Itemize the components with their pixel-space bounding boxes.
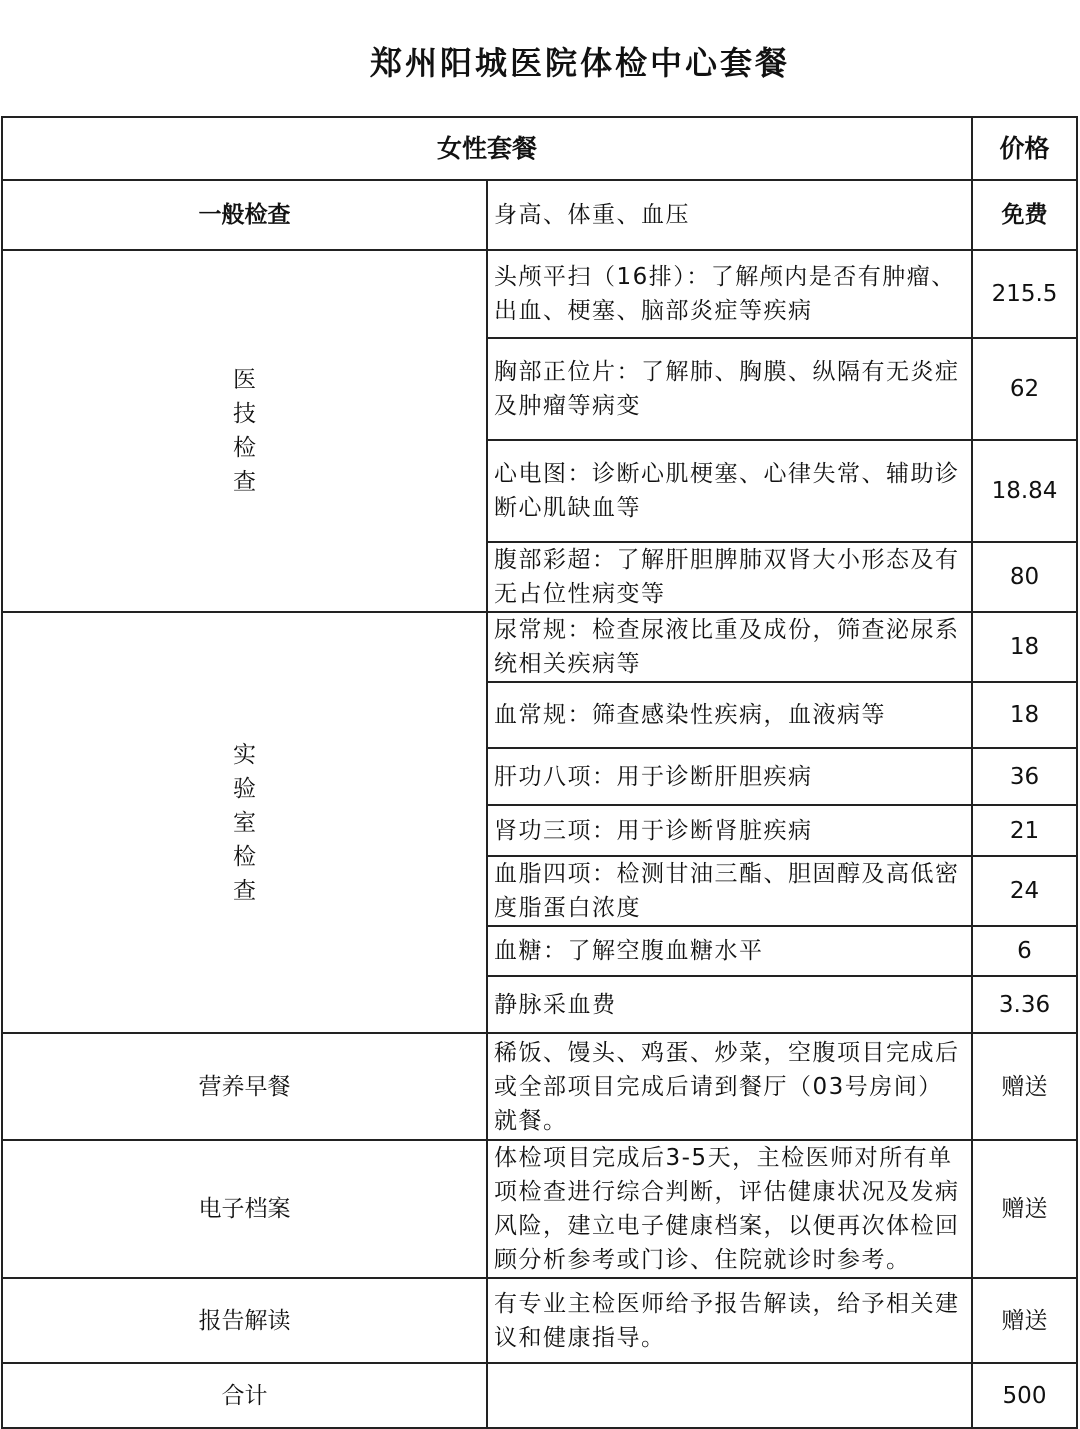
item-desc: 有专业主检医师给予报告解读，给予相关建议和健康指导。 <box>487 1278 972 1363</box>
item-desc: 身高、体重、血压 <box>487 180 972 250</box>
item-price: 18 <box>972 682 1077 748</box>
item-desc: 静脉采血费 <box>487 976 972 1033</box>
item-desc: 心电图：诊断心肌梗塞、心律失常、辅助诊断心肌缺血等 <box>487 440 972 542</box>
item-desc: 血脂四项：检测甘油三酯、胆固醇及高低密度脂蛋白浓度 <box>487 856 972 926</box>
item-price: 赠送 <box>972 1278 1077 1363</box>
item-price: 18 <box>972 612 1077 682</box>
total-row <box>2 1363 1077 1428</box>
item-desc: 头颅平扫（16排）：了解颅内是否有肿瘤、出血、梗塞、脑部炎症等疾病 <box>487 250 972 338</box>
category-general: 一般检查 <box>2 180 487 250</box>
item-price: 赠送 <box>972 1140 1077 1278</box>
item-price: 免费 <box>972 180 1077 250</box>
item-desc: 体检项目完成后3-5天，主检医师对所有单项检查进行综合判断，评估健康状况及发病风险，建立电子健康档案，以便再次体检回顾分析参考或门诊、住院就诊时参考。 <box>487 1140 972 1278</box>
table-row <box>2 612 1077 682</box>
category-lab <box>2 612 487 1033</box>
total-desc <box>487 1363 972 1428</box>
category-breakfast: 营养早餐 <box>2 1033 487 1140</box>
item-price: 215.5 <box>972 250 1077 338</box>
item-desc: 尿常规：检查尿液比重及成份，筛查泌尿系统相关疾病等 <box>487 612 972 682</box>
item-desc: 腹部彩超：了解肝胆脾肺双肾大小形态及有无占位性病变等 <box>487 542 972 612</box>
item-price: 21 <box>972 805 1077 856</box>
total-price: 500 <box>972 1363 1077 1428</box>
category-label: 医技检查 <box>233 367 256 495</box>
table-row <box>2 1033 1077 1140</box>
table-row <box>2 1140 1077 1278</box>
category-report: 报告解读 <box>2 1278 487 1363</box>
table-header-row <box>2 117 1077 180</box>
item-price: 24 <box>972 856 1077 926</box>
page-title: 郑州阳城医院体检中心套餐 <box>369 44 790 82</box>
item-desc: 血常规：筛查感染性疾病，血液病等 <box>487 682 972 748</box>
item-price: 赠送 <box>972 1033 1077 1140</box>
category-medtech <box>2 250 487 612</box>
table-row <box>2 180 1077 250</box>
table-row <box>2 250 1077 338</box>
package-table <box>1 116 1078 1429</box>
item-price: 18.84 <box>972 440 1077 542</box>
package-name: 女性套餐 <box>2 117 972 180</box>
table-row <box>2 1278 1077 1363</box>
item-desc: 肝功八项：用于诊断肝胆疾病 <box>487 748 972 805</box>
price-header: 价格 <box>972 117 1077 180</box>
item-price: 3.36 <box>972 976 1077 1033</box>
item-desc: 肾功三项：用于诊断肾脏疾病 <box>487 805 972 856</box>
total-label: 合计 <box>2 1363 487 1428</box>
item-price: 36 <box>972 748 1077 805</box>
item-price: 80 <box>972 542 1077 612</box>
item-price: 6 <box>972 926 1077 976</box>
category-archive: 电子档案 <box>2 1140 487 1278</box>
category-label: 实验室检查 <box>233 741 256 904</box>
item-desc: 血糖：了解空腹血糖水平 <box>487 926 972 976</box>
item-price: 62 <box>972 338 1077 440</box>
item-desc: 稀饭、馒头、鸡蛋、炒菜，空腹项目完成后或全部项目完成后请到餐厅（03号房间）就餐。 <box>487 1033 972 1140</box>
item-desc: 胸部正位片：了解肺、胸膜、纵隔有无炎症及肿瘤等病变 <box>487 338 972 440</box>
